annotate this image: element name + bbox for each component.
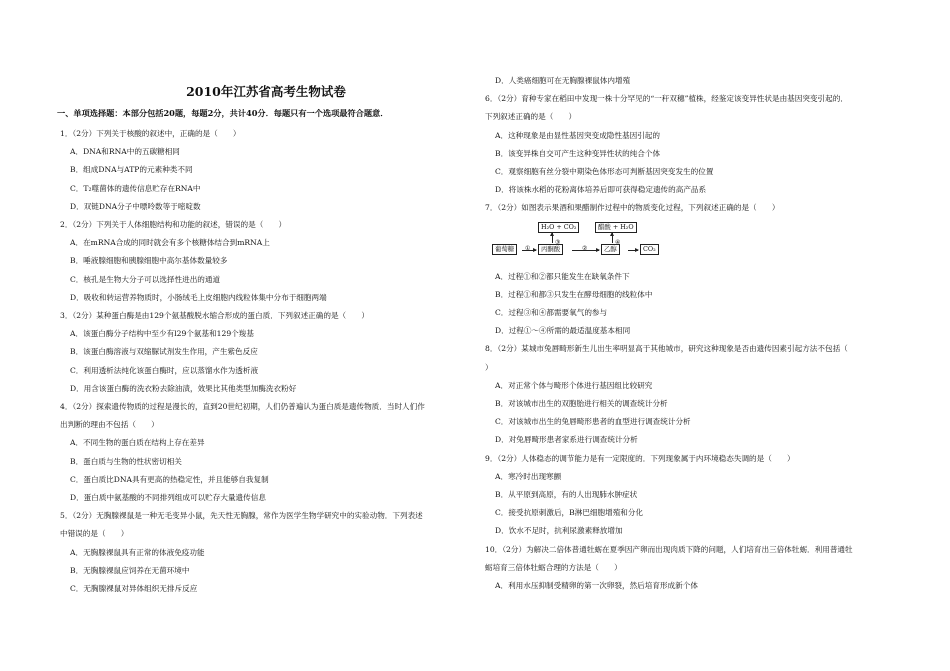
question-stem: 4．（2分）探索遗传物质的过程是漫长的，直到20世纪初期，人们仍普遍认为蛋白质是遗传物质．当时人们作 — [60, 402, 425, 412]
question-stem-continued: 蛎培育三倍体牡蛎合理的方法是（ ） — [485, 562, 622, 572]
option-d: D．人类癌细胞可在无胸腺裸鼠体内增殖 — [495, 76, 631, 85]
question-5-continued — [482, 72, 900, 90]
question-stem: 8．（2分）某城市兔唇畸形新生儿出生率明显高于其他城市，研究这种现象是否由遗传因素引起方法不包括（ — [485, 344, 848, 354]
water-co2-box: H₂O + CO₂ — [538, 222, 579, 233]
question-stem-continued: ） — [485, 362, 493, 372]
fermentation-diagram — [490, 220, 720, 266]
option-b: B．组成DNA与ATP的元素种类不同 — [70, 165, 193, 175]
ethanol-box: 乙醇 — [601, 244, 620, 255]
option-d: D．将该株水稻的花粉离体培养后即可获得稳定遗传的高产品系 — [495, 185, 707, 195]
option-a: A．过程①和②都只能发生在缺氧条件下 — [495, 271, 630, 281]
arrow-3 — [552, 233, 553, 243]
option-a: A．这种现象是由显性基因突变成隐性基因引起的 — [495, 130, 660, 140]
question-stem: 2．（2分）下列关于人体细胞结构和功能的叙述，错误的是（ ） — [60, 220, 287, 230]
option-a: A．对正常个体与畸形个体进行基因组比较研究 — [495, 380, 653, 390]
option-c: C．对该城市出生的兔唇畸形患者的血型进行调查统计分析 — [495, 417, 691, 427]
option-b: B．从平原到高原，有的人出现肺水肿症状 — [495, 490, 638, 500]
pyruvate-box: 丙酮酸 — [538, 244, 563, 255]
option-d: D．双链DNA分子中嘌呤数等于嘧啶数 — [70, 201, 201, 211]
option-b: B．该变异株自交可产生这种变异性状的纯合个体 — [495, 148, 661, 158]
option-a: A．无胸腺裸鼠具有正常的体液免疫功能 — [70, 547, 205, 557]
option-d: D．蛋白质中氨基酸的不同排列组成可以贮存大量遗传信息 — [70, 493, 266, 503]
option-d: D．用含该蛋白酶的洗衣粉去除油渍，效果比其他类型加酶洗衣粉好 — [70, 383, 297, 393]
option-c: C．T₂噬菌体的遗传信息贮存在RNA中 — [70, 183, 201, 193]
question-stem: 1．（2分）下列关于核酸的叙述中，正确的是（ ） — [60, 129, 241, 138]
option-c: C．核孔是生物大分子可以选择性进出的通道 — [70, 274, 221, 284]
glucose-box: 葡萄糖 — [492, 244, 517, 255]
question-4 — [57, 398, 475, 507]
acetic-acid-box: 醋酸 + H₂O — [595, 222, 637, 233]
option-d: D．对兔唇畸形患者家系进行调查统计分析 — [495, 435, 638, 445]
option-a: A．不同生物的蛋白质在结构上存在差异 — [70, 438, 205, 448]
option-a: A．寒冷时出现寒颤 — [495, 471, 562, 481]
question-stem: 6．（2分）育种专家在稻田中发现一株十分罕见的“一秆双穗”植株，经鉴定该变异性状是由基因突变引起的． — [485, 94, 848, 104]
option-c: C．无胸腺裸鼠对异体组织无排斥反应 — [70, 584, 198, 594]
question-stem-continued: 中错误的是（ ） — [60, 529, 129, 539]
option-a: A．利用水压抑制受精卵的第一次卵裂，然后培育形成新个体 — [495, 581, 698, 591]
step-4-label: ④ — [615, 238, 621, 246]
question-5 — [57, 507, 475, 598]
option-b: B．无胸腺裸鼠应饲养在无菌环境中 — [70, 565, 190, 575]
option-a: A．该蛋白酶分子结构中至少有l29个氨基和129个羧基 — [70, 329, 254, 339]
question-stem: 10．（2分）为解决二倍体普通牡蛎在夏季因产卵而出现肉质下降的问题，人们培育出三倍体牡蛎．利用普通牡 — [485, 544, 853, 554]
option-c: C．接受抗原刺激后，B淋巴细胞增殖和分化 — [495, 508, 644, 518]
option-b: B．该蛋白酶溶液与双缩脲试剂发生作用，产生紫色反应 — [70, 347, 258, 357]
question-6 — [482, 90, 900, 199]
step-2-label: ② — [582, 244, 588, 252]
option-d: D．过程①～④所需的最适温度基本相同 — [495, 326, 631, 336]
option-c: C．蛋白质比DNA具有更高的热稳定性，并且能够自我复制 — [70, 474, 269, 484]
arrow-4 — [612, 233, 613, 243]
option-b: B．对该城市出生的双胞胎进行相关的调查统计分析 — [495, 399, 668, 409]
option-b: B．唾液腺细胞和胰腺细胞中高尔基体数量较多 — [70, 256, 228, 266]
question-8 — [482, 340, 900, 449]
page-title: 2010年江苏省高考生物试卷 — [186, 84, 346, 99]
question-2 — [57, 216, 475, 307]
option-a: A．DNA和RNA中的五碳糖相同 — [70, 147, 180, 157]
step-1-label: ① — [525, 244, 531, 252]
question-3 — [57, 307, 475, 398]
step-3-label: ③ — [555, 238, 561, 246]
question-9 — [482, 450, 900, 541]
option-c: C．过程③和④都需要氧气的参与 — [495, 308, 608, 318]
right-column — [482, 72, 900, 595]
arrow-co2 — [628, 250, 638, 251]
question-stem-continued: 出判断的理由不包括（ ） — [60, 420, 159, 430]
left-column — [57, 82, 475, 598]
section-heading: 一、单项选择题：本部分包括20题，每题2分，共计40分．每题只有一个选项最符合题意． — [57, 108, 389, 118]
option-a: A．在mRNA合成的同时就会有多个核糖体结合到mRNA上 — [70, 238, 270, 248]
co2-box: CO₂ — [640, 244, 659, 255]
question-stem-continued: 下列叙述正确的是（ ） — [485, 112, 577, 122]
option-d: D．吸收和转运营养物质时，小肠绒毛上皮细胞内线粒体集中分布于细胞两端 — [70, 292, 327, 302]
option-b: B．蛋白质与生物的性状密切相关 — [70, 456, 182, 466]
option-c: C．观察细胞有丝分裂中期染色体形态可判断基因突变发生的位置 — [495, 167, 714, 177]
question-7 — [482, 199, 900, 340]
question-stem: 5．（2分）无胸腺裸鼠是一种无毛变异小鼠，先天性无胸腺，常作为医学生物学研究中的实验动物．下列表述 — [60, 511, 423, 521]
question-stem: 3．（2分）某种蛋白酶是由129个氨基酸脱水缩合形成的蛋白质．下列叙述正确的是（ ） — [60, 311, 369, 321]
option-d: D．饮水不足时，抗利尿激素释放增加 — [495, 526, 623, 536]
option-c: C．利用透析法纯化该蛋白酶时，应以蒸馏水作为透析液 — [70, 365, 259, 375]
option-b: B．过程①和都③只发生在酵母细胞的线粒体中 — [495, 289, 653, 299]
question-10 — [482, 541, 900, 596]
question-1 — [57, 125, 475, 216]
question-stem: 7．（2分）如图表示果酒和果醋制作过程中的物质变化过程，下列叙述正确的是（ ） — [485, 203, 780, 213]
question-stem: 9．（2分）人体稳态的调节能力是有一定限度的．下列现象属于内环境稳态失调的是（ ） — [485, 453, 795, 463]
